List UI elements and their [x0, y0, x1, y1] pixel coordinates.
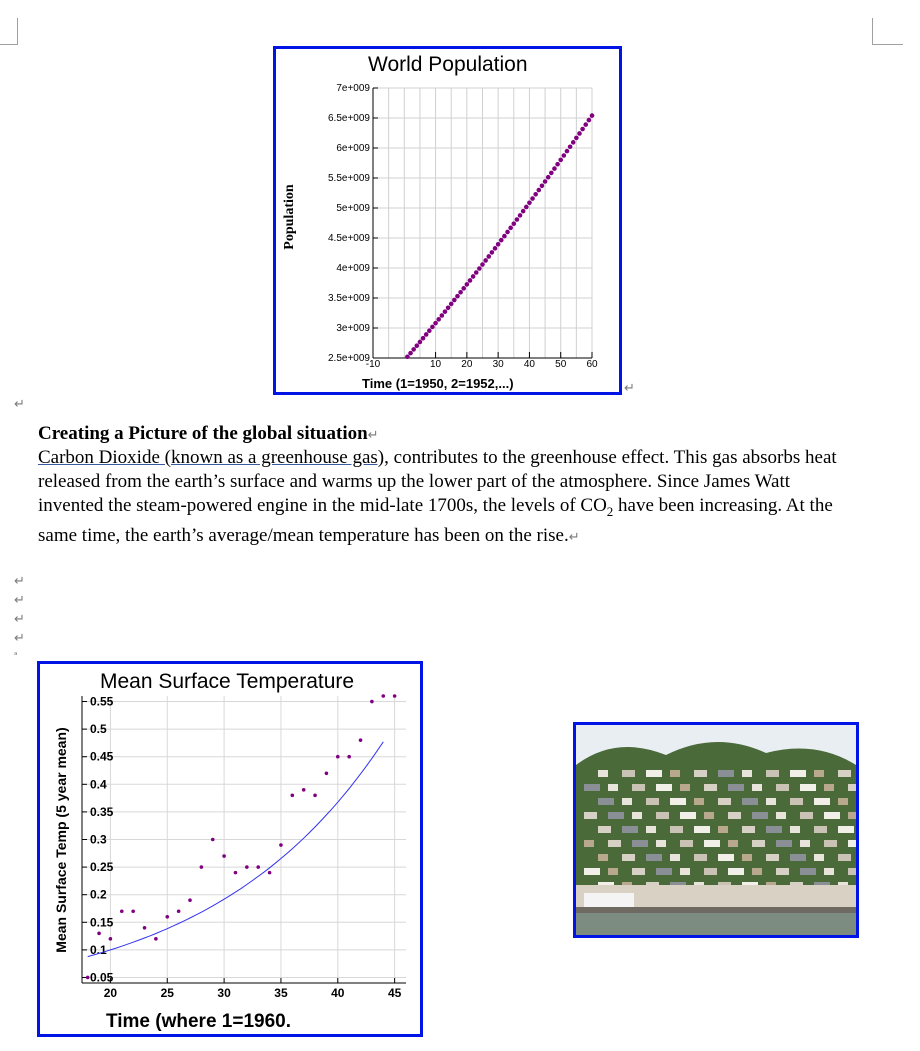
population-point [465, 282, 470, 287]
photo-house [680, 784, 690, 791]
photo-house [608, 868, 618, 875]
photo-house [766, 798, 776, 805]
population-point [415, 343, 420, 348]
population-point [530, 196, 535, 201]
photo-house [800, 868, 816, 875]
population-point [571, 140, 576, 145]
photo-house [598, 826, 611, 833]
population-point [555, 162, 560, 167]
population-point [427, 328, 432, 333]
temperature-point [165, 915, 169, 919]
hillside-town-photo [573, 722, 859, 938]
y-tick-label: 4.5e+009 [328, 233, 370, 244]
population-point [493, 246, 498, 251]
photo-house [776, 840, 792, 847]
population-point [474, 270, 479, 275]
x-tick-label: -10 [365, 359, 381, 369]
return-mark-blank-2: ↵ [14, 593, 25, 608]
photo-house [598, 854, 608, 861]
population-point [537, 188, 542, 193]
photo-house [728, 840, 738, 847]
population-point [480, 262, 485, 267]
photo-house [694, 854, 707, 861]
photo-house [718, 770, 734, 777]
y-tick-label: 0.2 [90, 887, 107, 902]
population-point [508, 226, 513, 231]
photo-house [814, 854, 824, 861]
photo-house [622, 798, 632, 805]
photo-house [742, 826, 755, 833]
population-point [443, 309, 448, 314]
photo-house [766, 770, 779, 777]
x-tick-label: 40 [523, 359, 535, 369]
y-tick-label: 5e+009 [336, 203, 370, 214]
photo-house [742, 854, 752, 861]
x-tick-label: 20 [461, 359, 473, 369]
population-point [574, 136, 579, 141]
population-plot-area [276, 49, 619, 369]
y-tick-label: 3.5e+009 [328, 293, 370, 304]
photo-house [790, 854, 806, 861]
photo-house [608, 784, 618, 791]
population-point [518, 213, 523, 218]
heading-text: Creating a Picture of the global situation [38, 423, 368, 444]
y-tick-label: 2.5e+009 [328, 353, 370, 364]
article-heading [38, 422, 838, 446]
y-tick-label: 0.55 [90, 694, 114, 709]
x-tick-label: 30 [217, 986, 231, 1000]
photo-house [790, 826, 800, 833]
photo-house [694, 770, 707, 777]
temperature-point [302, 788, 306, 792]
population-point [568, 144, 573, 149]
population-point [540, 183, 545, 188]
photo-house [646, 854, 662, 861]
population-point [468, 278, 473, 283]
population-point [424, 332, 429, 337]
x-tick-label: 60 [586, 359, 598, 369]
y-tick-label: 3e+009 [336, 323, 370, 334]
photo-house [824, 840, 837, 847]
population-point [461, 286, 466, 291]
y-tick-label: 0.1 [90, 942, 107, 957]
photo-house [718, 826, 728, 833]
photo-house [824, 784, 834, 791]
photo-house [622, 854, 635, 861]
temperature-point [234, 871, 238, 875]
photo-house [742, 770, 752, 777]
population-point [580, 127, 585, 132]
photo-house [632, 868, 645, 875]
population-chart [273, 46, 622, 395]
photo-house [584, 812, 597, 819]
article-paragraph [38, 446, 838, 548]
y-tick-label: 4e+009 [336, 263, 370, 274]
return-mark-blank-4: ↵ [14, 631, 25, 646]
photo-house [694, 826, 710, 833]
photo-house [752, 812, 768, 819]
population-point [552, 166, 557, 171]
photo-house [670, 798, 686, 805]
population-point [565, 149, 570, 154]
photo-house [670, 854, 680, 861]
photo-image [576, 725, 856, 935]
population-point [577, 131, 582, 136]
population-point [543, 179, 548, 184]
y-tick-label: 7e+009 [336, 83, 370, 94]
y-tick-label: 0.25 [90, 860, 114, 875]
population-chart-title: World Population [368, 53, 528, 76]
trend-curve [88, 742, 384, 957]
population-point [455, 294, 460, 299]
temperature-point [279, 843, 283, 847]
population-chart-ylabel: Population [282, 184, 297, 250]
population-point [505, 230, 510, 235]
photo-house [838, 826, 854, 833]
photo-house [814, 770, 824, 777]
x-tick-label: 50 [555, 359, 567, 369]
population-point [496, 242, 501, 247]
photo-house [632, 840, 648, 847]
population-point [562, 153, 567, 158]
population-point [590, 113, 595, 118]
paragraph-part-1: contributes to the greenhouse effect. This gas absorbs heat released from the earth’s surface and warms up the lower part of the atmosphere. Since James Watt invented the steam-powered engine in the mid-late 1700s, the levels of CO [38, 447, 837, 516]
photo-house [776, 812, 786, 819]
x-tick-label: 25 [160, 986, 174, 1000]
photo-house [704, 812, 714, 819]
y-tick-label: 0.45 [90, 749, 114, 764]
co2-subscript: 2 [606, 503, 614, 519]
photo-house [752, 868, 762, 875]
photo-house [800, 840, 810, 847]
temperature-point [393, 694, 397, 698]
y-tick-label: 0.35 [90, 804, 114, 819]
temperature-point [131, 909, 135, 913]
temperature-plot-area [40, 664, 420, 1009]
y-tick-label: 0.5 [90, 722, 107, 737]
population-point [549, 171, 554, 176]
temperature-chart [37, 661, 423, 1037]
photo-house [766, 854, 779, 861]
return-mark-chart1: ↵ [624, 381, 635, 396]
x-tick-label: 20 [103, 986, 118, 1000]
photo-house [752, 784, 762, 791]
x-tick-label: 35 [274, 986, 288, 1000]
x-tick-label: 40 [331, 986, 345, 1000]
return-mark-blank-3: ↵ [14, 612, 25, 627]
photo-house [656, 784, 672, 791]
population-point [502, 234, 507, 239]
temperature-point [120, 909, 124, 913]
photo-house [622, 770, 635, 777]
y-tick-label: 0.4 [90, 777, 107, 792]
temperature-point [381, 694, 385, 698]
photo-house [584, 868, 600, 875]
photo-ferry [584, 893, 634, 907]
population-point [490, 250, 495, 255]
temperature-point [86, 976, 90, 980]
photo-house [704, 868, 717, 875]
photo-house [838, 770, 851, 777]
population-point [411, 347, 416, 352]
return-mark-paragraph: ↵ [568, 529, 580, 545]
photo-house [694, 798, 704, 805]
population-point [515, 217, 520, 222]
population-point [405, 355, 410, 360]
temperature-chart-ylabel: Mean Surface Temp (5 year mean) [53, 727, 69, 953]
population-point [430, 325, 435, 330]
photo-house [718, 854, 734, 861]
temperature-point [336, 755, 340, 759]
temperature-point [359, 738, 363, 742]
temperature-chart-xlabel: Time (where 1=1960. [106, 1011, 292, 1032]
photo-house [848, 784, 856, 791]
population-point [449, 302, 454, 307]
photo-house [800, 784, 816, 791]
photo-house [766, 826, 782, 833]
population-point [486, 254, 491, 259]
population-point [499, 238, 504, 243]
photo-water [576, 913, 856, 935]
y-tick-label: 0.3 [90, 832, 107, 847]
temperature-point [325, 771, 329, 775]
photo-house [646, 770, 662, 777]
photo-house [608, 812, 624, 819]
photo-house [814, 826, 827, 833]
population-point [477, 266, 482, 271]
photo-house [814, 798, 830, 805]
photo-house [752, 840, 765, 847]
population-point [533, 192, 538, 197]
photo-house [824, 812, 840, 819]
article-text [38, 422, 838, 548]
temperature-point [256, 865, 260, 869]
y-tick-label: 6.5e+009 [328, 113, 370, 124]
temperature-point [347, 755, 351, 759]
photo-house [584, 784, 600, 791]
y-tick-label: 0.15 [90, 915, 114, 930]
population-point [511, 221, 516, 226]
photo-house [656, 840, 666, 847]
photo-house [608, 840, 621, 847]
photo-house [598, 798, 614, 805]
temperature-point [109, 937, 113, 941]
return-mark-blank-1: ↵ [14, 574, 25, 589]
y-tick-label: 5.5e+009 [328, 173, 370, 184]
return-mark-heading: ↵ [367, 428, 379, 443]
temperature-point [177, 909, 181, 913]
return-mark-para0: ↵ [14, 397, 25, 412]
photo-house [598, 770, 608, 777]
x-tick-label: 10 [430, 359, 442, 369]
population-point [440, 313, 445, 318]
photo-house [670, 770, 680, 777]
photo-house [776, 784, 789, 791]
photo-house [584, 840, 594, 847]
anchor-mark: ᵃ [14, 651, 18, 661]
temperature-point [143, 926, 147, 930]
population-point [446, 305, 451, 310]
photo-house [718, 798, 731, 805]
population-point [408, 351, 413, 356]
photo-house [838, 854, 851, 861]
photo-house [680, 840, 693, 847]
population-point [421, 336, 426, 341]
photo-house [848, 868, 856, 875]
population-point [524, 205, 529, 210]
temperature-point [245, 865, 249, 869]
photo-house [680, 868, 690, 875]
temperature-point [370, 700, 374, 704]
population-point [587, 118, 592, 123]
y-tick-label: 6e+009 [336, 143, 370, 154]
photo-house [646, 798, 659, 805]
photo-house [848, 840, 856, 847]
photo-house [848, 812, 856, 819]
temperature-point [211, 838, 215, 842]
population-point [583, 122, 588, 127]
photo-house [656, 812, 669, 819]
population-point [483, 258, 488, 263]
photo-house [800, 812, 813, 819]
photo-house [776, 868, 789, 875]
crop-mark-left [0, 18, 18, 45]
photo-house [704, 784, 717, 791]
x-tick-label: 30 [492, 359, 504, 369]
photo-house [680, 812, 696, 819]
photo-house [632, 784, 645, 791]
greenhouse-link[interactable]: Carbon Dioxide (known as a greenhouse gas), [38, 447, 389, 468]
photo-house [742, 798, 758, 805]
population-point [471, 274, 476, 279]
photo-seawall [576, 907, 856, 913]
photo-house [838, 798, 848, 805]
y-tick-label: 0.05 [90, 970, 114, 985]
temperature-point [222, 854, 226, 858]
temperature-point [97, 932, 101, 936]
photo-house [728, 868, 744, 875]
photo-house [728, 812, 741, 819]
temperature-point [268, 871, 272, 875]
photo-house [790, 798, 803, 805]
temperature-point [200, 865, 204, 869]
photo-house [704, 840, 720, 847]
crop-mark-right [872, 18, 903, 45]
population-point [521, 209, 526, 214]
paragraph-part-2: have been increasing. At the same time, the earth’s average/mean temperature has been on the rise. [38, 495, 833, 546]
temperature-chart-title: Mean Surface Temperature [100, 670, 355, 693]
population-point [418, 340, 423, 345]
temperature-point [188, 898, 192, 902]
population-chart-xlabel: Time (1=1950, 2=1952,...) [362, 376, 514, 391]
photo-house [824, 868, 834, 875]
photo-house [646, 826, 656, 833]
population-point [527, 200, 532, 205]
population-point [436, 317, 441, 322]
population-point [433, 321, 438, 326]
population-point [452, 298, 457, 303]
photo-house [728, 784, 744, 791]
population-point [558, 158, 563, 163]
photo-house [622, 826, 638, 833]
population-point [546, 175, 551, 180]
photo-house [656, 868, 672, 875]
temperature-point [313, 794, 317, 798]
photo-house [632, 812, 642, 819]
photo-house [670, 826, 683, 833]
temperature-point [291, 794, 295, 798]
photo-house [790, 770, 806, 777]
population-point [458, 290, 463, 295]
temperature-point [154, 937, 158, 941]
x-tick-label: 45 [387, 986, 402, 1000]
